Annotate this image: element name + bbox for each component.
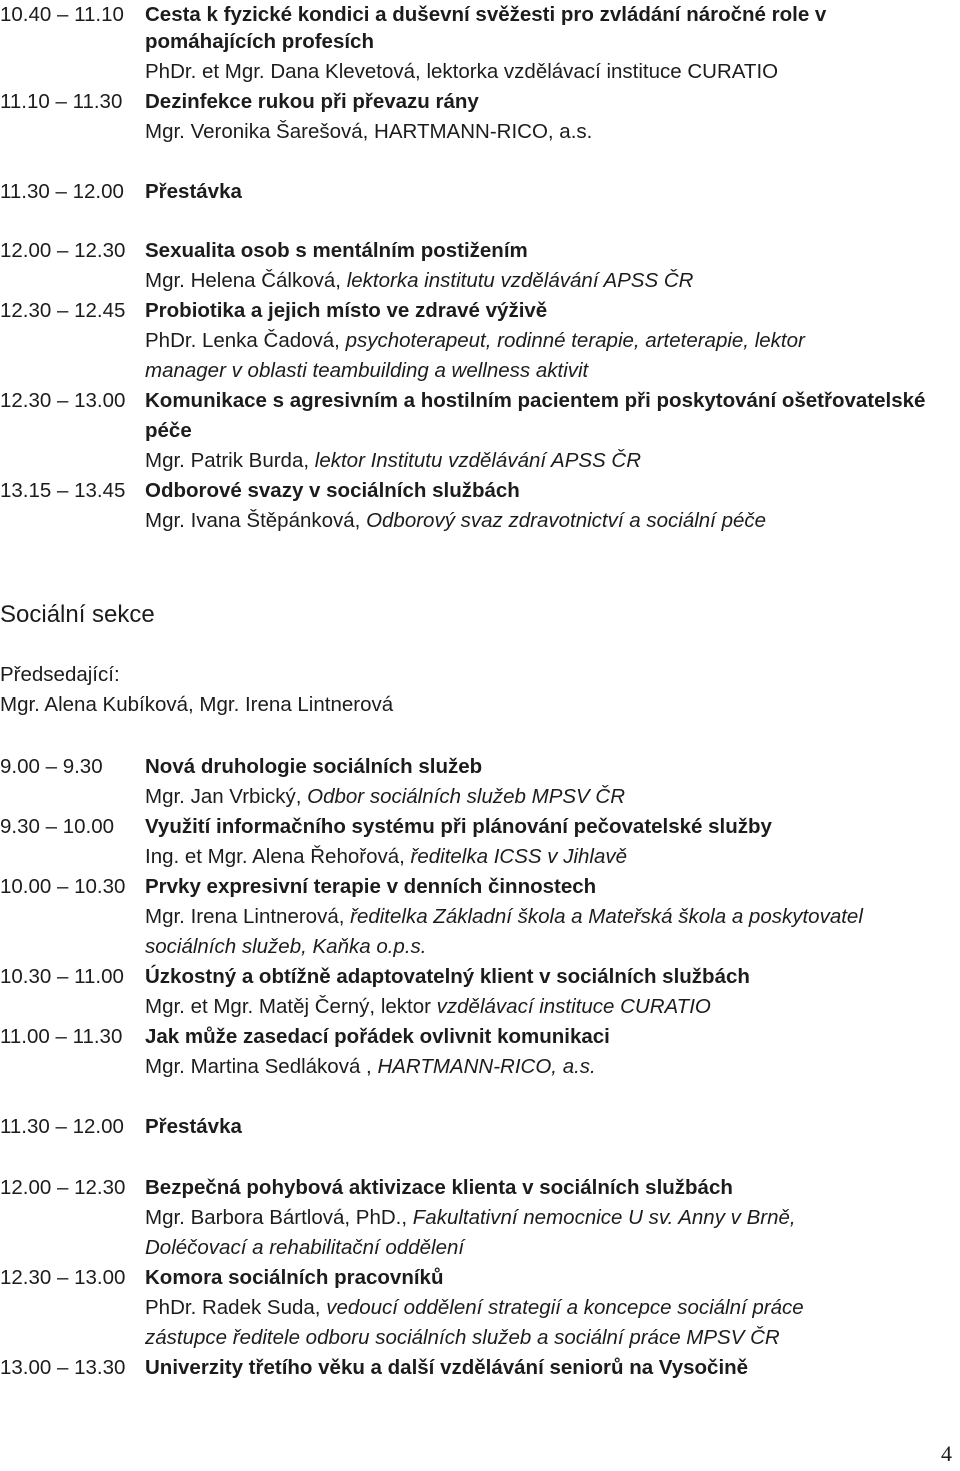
time-label: 12.30 – 13.00	[0, 1266, 126, 1289]
speaker-role: Odbor sociálních služeb MPSV ČR	[307, 785, 626, 808]
speaker: Mgr. Veronika Šarešová, HARTMANN-RICO, a.s.	[145, 120, 593, 143]
speaker-role: vzdělávací instituce CURATIO	[436, 995, 711, 1018]
session-title: Jak může zasedací pořádek ovlivnit komunikaci	[145, 1025, 610, 1048]
speaker-name: Ing. et Mgr. Alena Řehořová,	[145, 845, 411, 868]
session-title: Přestávka	[145, 180, 242, 203]
session-title: Sexualita osob s mentálním postižením	[145, 239, 528, 262]
time-label: 11.30 – 12.00	[0, 1115, 124, 1138]
time-label: 11.00 – 11.30	[0, 1025, 123, 1048]
speaker	[145, 1052, 596, 1082]
speaker: PhDr. et Mgr. Dana Klevetová, lektorka vzdělávací instituce CURATIO	[145, 60, 779, 83]
session-title-line2: pomáhajících profesích	[145, 30, 374, 53]
speaker	[145, 1293, 804, 1323]
session-title: Prvky expresivní terapie v denních činnostech	[145, 875, 597, 898]
speaker-role: HARTMANN-RICO, a.s.	[377, 1055, 596, 1078]
time-label: 9.00 – 9.30	[0, 755, 103, 778]
speaker-role: vedoucí oddělení strategií a koncepce sociální práce	[326, 1296, 804, 1319]
session-title: Cesta k fyzické kondici a duševní svěžesti pro zvládání náročné role v	[145, 3, 827, 26]
time-label: 10.00 – 10.30	[0, 875, 126, 898]
speaker-name: Mgr. Irena Lintnerová,	[145, 905, 351, 928]
speaker-name: Mgr. Ivana Štěpánková,	[145, 509, 367, 532]
speaker	[145, 902, 863, 932]
speaker-role: lektor Institutu vzdělávání APSS ČR	[314, 449, 642, 472]
speaker	[145, 266, 693, 296]
speaker	[145, 782, 625, 812]
session-title: Odborové svazy v sociálních službách	[145, 479, 520, 502]
speaker-name: PhDr. Radek Suda,	[145, 1296, 327, 1319]
speaker-role: Odborový svaz zdravotnictví a sociální péče	[366, 509, 767, 532]
speaker	[145, 1203, 796, 1233]
speaker-role-line2: zástupce ředitele odboru sociálních služeb a sociální práce MPSV ČR	[145, 1326, 780, 1349]
speaker-name: Mgr. Patrik Burda,	[145, 449, 315, 472]
speaker-name: PhDr. Lenka Čadová,	[145, 329, 346, 352]
time-label: 12.30 – 13.00	[0, 389, 126, 412]
speaker-role: ředitelka Základní škola a Mateřská škola a poskytovatel	[350, 905, 863, 928]
speaker-role: psychoterapeut, rodinné terapie, arteterapie, lektor	[345, 329, 805, 352]
speaker-name: Mgr. Barbora Bártlová, PhD.,	[145, 1206, 413, 1229]
time-label: 12.00 – 12.30	[0, 1176, 126, 1199]
time-label: 9.30 – 10.00	[0, 815, 114, 838]
session-title: Bezpečná pohybová aktivizace klienta v sociálních službách	[145, 1176, 733, 1199]
session-title: Přestávka	[145, 1115, 242, 1138]
speaker	[145, 506, 766, 536]
time-label: 10.40 – 11.10	[0, 3, 124, 26]
session-title: Nová druhologie sociálních služeb	[145, 755, 483, 778]
speaker-name: Mgr. Helena Čálková,	[145, 269, 347, 292]
speaker-name: Mgr. et Mgr. Matěj Černý, lektor	[145, 995, 437, 1018]
session-title-line2: péče	[145, 419, 192, 442]
session-title: Komora sociálních pracovníků	[145, 1266, 444, 1289]
time-label: 11.10 – 11.30	[0, 90, 123, 113]
session-title: Probiotika a jejich místo ve zdravé výživě	[145, 299, 548, 322]
time-label: 10.30 – 11.00	[0, 965, 124, 988]
chairs-label: Předsedající:	[0, 663, 120, 686]
time-label: 11.30 – 12.00	[0, 180, 124, 203]
session-title: Úzkostný a obtížně adaptovatelný klient v sociálních službách	[145, 965, 750, 988]
speaker	[145, 842, 627, 872]
time-label: 13.15 – 13.45	[0, 479, 126, 502]
page-number: 4	[941, 1441, 952, 1466]
speaker	[145, 992, 711, 1022]
speaker-role-line2: manager v oblasti teambuilding a wellness aktivit	[145, 359, 589, 382]
section-title: Sociální sekce	[0, 601, 155, 628]
time-label: 12.30 – 12.45	[0, 299, 126, 322]
session-title: Dezinfekce rukou při převazu rány	[145, 90, 479, 113]
speaker	[145, 446, 641, 476]
speaker-role: ředitelka ICSS v Jihlavě	[410, 845, 628, 868]
speaker-name: Mgr. Jan Vrbický,	[145, 785, 308, 808]
speaker-role: lektorka institutu vzdělávání APSS ČR	[346, 269, 694, 292]
speaker-role: Fakultativní nemocnice U sv. Anny v Brně,	[412, 1206, 796, 1229]
session-title: Univerzity třetího věku a další vzdělávání seniorů na Vysočině	[145, 1356, 749, 1379]
chairs: Mgr. Alena Kubíková, Mgr. Irena Lintnerová	[0, 693, 394, 716]
time-label: 13.00 – 13.30	[0, 1356, 126, 1379]
speaker-name: Mgr. Martina Sedláková ,	[145, 1055, 378, 1078]
speaker-role-line2: Doléčovací a rehabilitační oddělení	[145, 1236, 465, 1259]
session-title: Využití informačního systému při plánování pečovatelské služby	[145, 815, 772, 838]
speaker	[145, 326, 805, 356]
time-label: 12.00 – 12.30	[0, 239, 126, 262]
speaker-role-line2: sociálních služeb, Kaňka o.p.s.	[145, 935, 427, 958]
session-title: Komunikace s agresivním a hostilním pacientem při poskytování ošetřovatelské	[145, 389, 926, 412]
